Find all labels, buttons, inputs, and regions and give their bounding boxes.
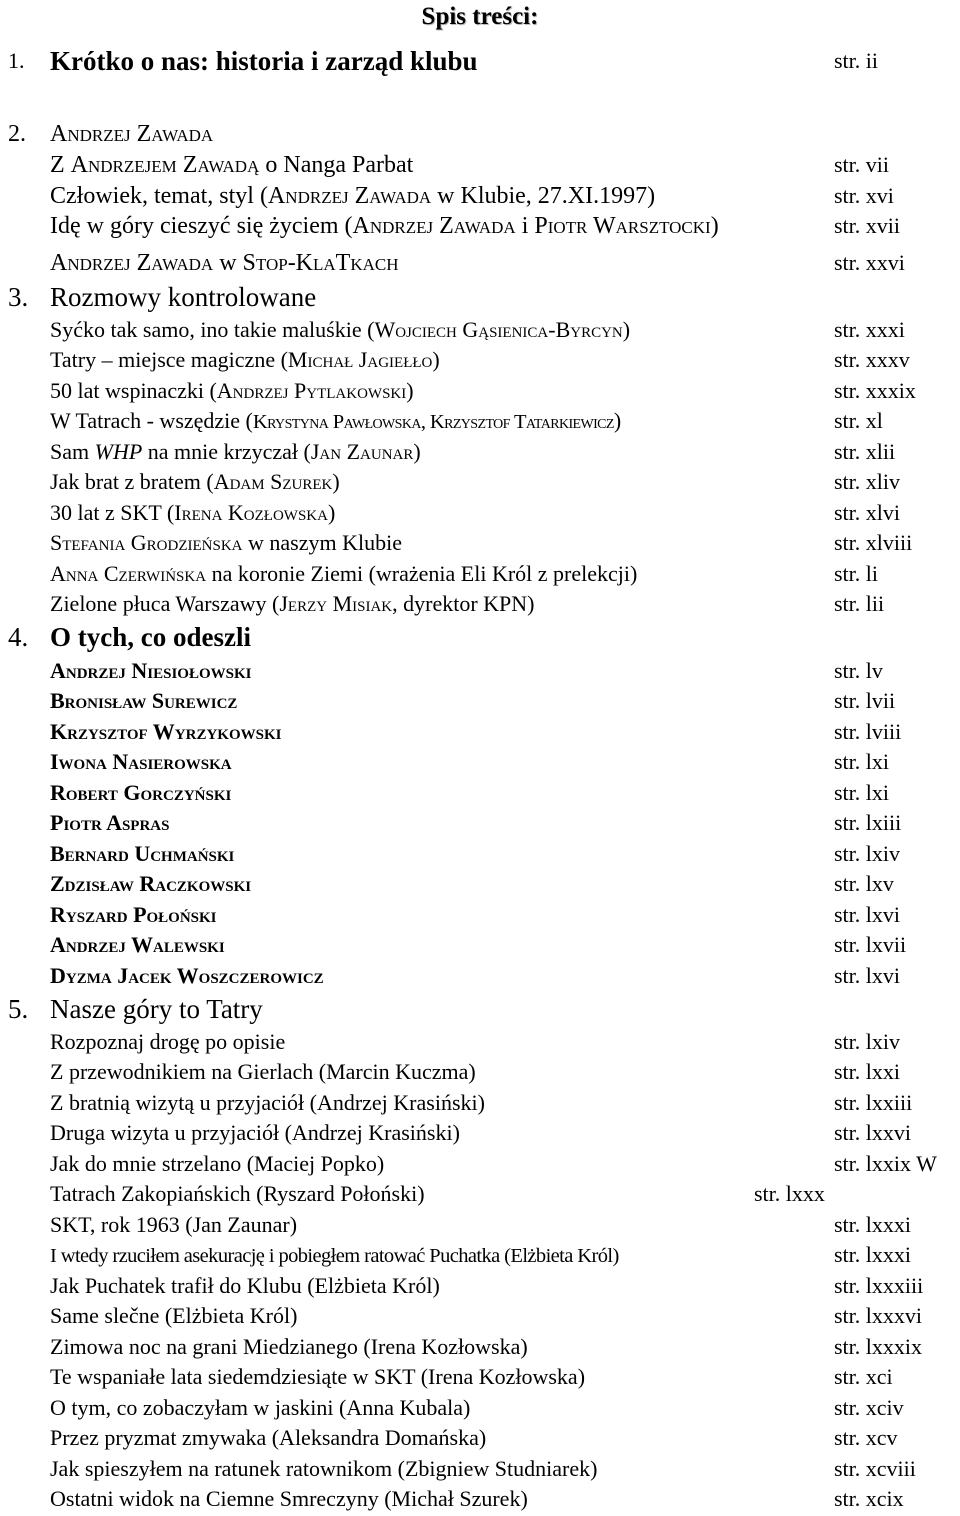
toc-entry-title-part: Bernard Uchmański	[50, 841, 235, 866]
toc-entry	[0, 900, 960, 930]
toc-entry-page: str. xl	[834, 408, 883, 433]
toc-entry-title	[50, 1027, 285, 1057]
toc-entry-title-part: )	[710, 213, 719, 239]
toc-entry	[0, 589, 960, 619]
toc-entry-title-part: Robert Gorczyński	[50, 780, 232, 805]
toc-entry	[0, 1240, 960, 1270]
toc-entry-title	[50, 1118, 460, 1148]
toc-entry-title	[50, 686, 237, 716]
toc-entry-title	[50, 345, 440, 375]
toc-entry-title	[50, 1484, 528, 1514]
toc-entry	[0, 961, 960, 991]
toc-entry	[0, 1423, 960, 1453]
toc-entry-title-part: O tym, co zobaczyłam w jaskini (Anna Kubala)	[50, 1395, 471, 1420]
toc-entry-title-part: Irena Kozłowska	[174, 500, 328, 525]
toc-entry-page: str. xcviii	[834, 1456, 916, 1481]
toc-entry-page: str. lv	[834, 658, 883, 683]
toc-entry	[0, 686, 960, 716]
toc-entry-number: 2.	[8, 121, 26, 147]
toc-entry-page: str. lxxvi	[834, 1120, 912, 1145]
toc-entry-title-part: Wojciech Gąsienica-Byrcyn	[374, 317, 623, 342]
toc-entry-title-part: O tych, co odeszli	[50, 622, 251, 652]
toc-entry-title-part: Sam	[50, 439, 95, 464]
toc-entry-title-part: Iwona Nasierowska	[50, 749, 232, 774]
toc-entry-page: str. lxvi	[834, 963, 901, 988]
toc-entry	[0, 622, 960, 652]
toc-entry-title	[50, 1149, 384, 1179]
toc-entry-title-part: Tatrach Zakopiańskich (Ryszard Połoński)	[50, 1181, 425, 1206]
toc-entry-title-part: Rozmowy kontrolowane	[50, 282, 317, 312]
toc-entry-title	[50, 1057, 476, 1087]
toc-entry	[0, 717, 960, 747]
toc-entry-title-part: Zimowa noc na grani Miedzianego (Irena Kozłowska)	[50, 1334, 528, 1359]
toc-entry-page: str. lxxx	[754, 1181, 825, 1206]
toc-entry	[0, 376, 960, 406]
toc-entry-title	[50, 376, 414, 406]
toc-entry-title-part: i	[515, 213, 535, 239]
toc-entry-page: str. lxi	[834, 780, 890, 805]
toc-entry-title	[50, 747, 232, 777]
toc-entry-page: str. lvii	[834, 688, 896, 713]
toc-entry-title-part: Zielone płuca Warszawy (	[50, 591, 280, 616]
toc-entry-page: str. lxiv	[834, 1029, 901, 1054]
toc-entry-title	[50, 1088, 485, 1118]
toc-entry-page: str. xcix	[834, 1486, 904, 1511]
toc-entry-title-part: Ostatni widok na Ciemne Smreczyny (Michał Szurek)	[50, 1486, 528, 1511]
toc-entry-page: str. xlviii	[834, 530, 913, 555]
toc-entry-title	[50, 869, 251, 899]
toc-entry-page: str. xxxv	[834, 347, 910, 372]
toc-entry-title-part: 30 lat z SKT (	[50, 500, 175, 525]
toc-entry-title-part: Jak Puchatek trafił do Klubu (Elżbieta Król)	[50, 1273, 440, 1298]
toc-entry-title-part: Andrzejem Zawadą	[70, 152, 260, 178]
toc-entry-title	[50, 248, 399, 278]
toc-entry	[0, 1027, 960, 1057]
toc-entry-title-part: Druga wizyta u przyjaciół (Andrzej Krasiński)	[50, 1120, 460, 1145]
toc-entry	[0, 808, 960, 838]
toc-entry-title	[50, 778, 231, 808]
toc-entry	[0, 1210, 960, 1240]
toc-entry-title	[50, 150, 413, 180]
toc-entry	[0, 1149, 960, 1179]
toc-entry-page: str. lxxxiii	[834, 1273, 924, 1298]
toc-entry-title	[50, 1423, 486, 1453]
toc-entry-title-part: WHP	[94, 439, 143, 464]
toc-entry-page: str. lxvi	[834, 902, 901, 927]
toc-entry-title-part: Andrzej Pytlakowski	[216, 378, 407, 403]
toc-entry-title-part: )	[327, 500, 336, 525]
toc-entry-title-part: Anna Czerwińska	[50, 561, 207, 586]
toc-entry-title	[50, 1240, 619, 1271]
toc-entry-title	[50, 181, 655, 211]
toc-entry-title-part: Andrzej Zawada	[50, 121, 214, 147]
toc-entry-title-part: )	[413, 439, 421, 464]
toc-entry-page: str. lii	[834, 591, 885, 616]
toc-entry-page: str. lxxxvi	[834, 1303, 923, 1328]
toc-entry	[0, 1393, 960, 1423]
toc-entry	[0, 778, 960, 808]
toc-entry	[0, 406, 960, 436]
toc-entry-page: str. ii	[834, 48, 879, 73]
toc-entry-title	[50, 437, 421, 467]
toc-entry-title-part: Idę w góry cieszyć się życiem (	[50, 213, 353, 239]
toc-entry-title-part: na mnie krzyczał (	[142, 439, 311, 464]
toc-entry	[0, 1271, 960, 1301]
toc-entry-title-part: Andrzej Niesiołowski	[50, 658, 252, 683]
page-title: Spis treści:	[421, 3, 539, 30]
toc-entry-title-part: Same slečne (Elżbieta Król)	[50, 1303, 298, 1328]
toc-entry-title-part: Człowiek, temat, styl (	[50, 183, 268, 209]
toc-entry	[0, 150, 960, 180]
toc-entry-page: str. xci	[834, 1364, 893, 1389]
toc-entry-title-part: )	[622, 317, 631, 342]
toc-entry-title-part: Z	[50, 152, 71, 178]
toc-entry-title-part: Stop-KlaTkach	[242, 250, 399, 276]
toc-entry	[0, 467, 960, 497]
toc-entry-title-part: Jan Zaunar	[310, 439, 414, 464]
toc-entry-title-part: W Tatrach - wszędzie (	[50, 408, 253, 433]
toc-entry-title-part: Z bratnią wizytą u przyjaciół (Andrzej Krasiński)	[50, 1090, 485, 1115]
toc-entry-title-part: Jerzy Misiak	[279, 591, 393, 616]
toc-entry-title-part: Krzysztof Wyrzykowski	[50, 719, 282, 744]
toc-entry-page: str. lviii	[834, 719, 902, 744]
toc-entry-title	[50, 1332, 528, 1362]
toc-entry-title-part: 50 lat wspinaczki (	[50, 378, 217, 403]
toc-entry-title-part: Jak spieszyłem na ratunek ratownikom (Zbigniew Studniarek)	[50, 1456, 598, 1481]
toc-entry-title	[50, 622, 251, 652]
toc-entry-title-part: w Klubie, 27.XI.1997)	[431, 183, 656, 209]
toc-entry-title	[50, 900, 217, 930]
toc-entry	[0, 747, 960, 777]
toc-entry-page: str. xxxi	[834, 317, 905, 342]
toc-entry-title-part: Syćko tak samo, ino takie maluśkie (	[50, 317, 375, 342]
toc-entry-number: 5.	[8, 994, 29, 1024]
toc-entry	[0, 656, 960, 686]
toc-entry-page: str. lxxi	[834, 1059, 901, 1084]
toc-entry-title-part: Andrzej Zawada	[352, 213, 516, 239]
toc-entry-title-part: )	[332, 469, 340, 494]
toc-entry-title-part: Adam Szurek	[213, 469, 333, 494]
toc-entry-title	[50, 1179, 425, 1209]
toc-entry-title-part: Jak do mnie strzelano (Maciej Popko)	[50, 1151, 385, 1176]
toc-entry-page: str. xcv	[834, 1425, 898, 1450]
toc-entry-title-part: Przez pryzmat zmywaka (Aleksandra Domańska)	[50, 1425, 487, 1450]
toc-entry-number: 1.	[8, 48, 25, 73]
toc-entry-page: str. lxxiii	[834, 1090, 913, 1115]
toc-entry-title-part: na koronie Ziemi (wrażenia Eli Król z prelekcji)	[206, 561, 638, 586]
toc-entry-page: str. xlvi	[834, 500, 901, 525]
toc-entry	[0, 1484, 960, 1514]
toc-entry-title-part: w	[213, 250, 243, 276]
toc-entry-title-part: Krótko o nas: historia i zarząd klubu	[50, 46, 478, 76]
toc-entry	[0, 211, 960, 241]
toc-entry-title-part: )	[432, 347, 440, 372]
toc-entry-title-part: SKT, rok 1963 (Jan Zaunar)	[50, 1212, 298, 1237]
toc-entry	[0, 248, 960, 278]
toc-entry-title-part: o Nanga Parbat	[259, 152, 414, 178]
toc-entry-title-part: Ryszard Połoński	[50, 902, 217, 927]
toc-entry-page: str. lxiv	[834, 841, 901, 866]
toc-entry-page: str. vii	[834, 152, 890, 177]
toc-entry-title-part: Dyzma Jacek Woszczerowicz	[50, 963, 324, 988]
toc-entry-title	[50, 717, 281, 747]
toc-entry-title-part: Tatry – miejsce magiczne (	[50, 347, 288, 372]
toc-entry-page: str. lxxix W	[834, 1151, 937, 1176]
toc-entry-title	[50, 1362, 585, 1392]
toc-entry	[0, 839, 960, 869]
toc-entry	[0, 181, 960, 211]
toc-entry	[0, 1301, 960, 1331]
toc-entry-title	[50, 808, 169, 838]
toc-entry-title	[50, 589, 535, 619]
toc-entry-number: 4.	[8, 622, 29, 652]
toc-entry-title	[50, 498, 335, 528]
toc-entry-title	[50, 559, 637, 589]
toc-entry	[0, 869, 960, 899]
toc-entry	[0, 1118, 960, 1148]
toc-entry-page: str. lxi	[834, 749, 890, 774]
toc-entry	[0, 528, 960, 558]
toc-entry-page: str. lxv	[834, 871, 894, 896]
toc-entry-title	[50, 1210, 297, 1240]
toc-entry-title-part: Krystyna Pawłowska, Krzysztof Tatarkiewicz	[252, 411, 614, 433]
toc-entry-page: str. xxxix	[834, 378, 916, 403]
toc-entry-title-part: I wtedy rzuciłem asekurację i pobiegłem ratować Puchatka (Elżbieta Król)	[50, 1245, 619, 1267]
toc-entry	[0, 315, 960, 345]
toc-entry	[0, 119, 960, 149]
toc-entry	[0, 1088, 960, 1118]
toc-entry-title	[50, 282, 316, 312]
toc-entry-title-part: w naszym Klubie	[242, 530, 402, 555]
toc-entry-title	[50, 930, 225, 960]
toc-entry-title-part: )	[406, 378, 414, 403]
toc-entry-title	[50, 961, 324, 991]
toc-entry-title	[50, 211, 719, 241]
toc-entry-page: str. li	[834, 561, 879, 586]
toc-entry-title	[50, 1301, 297, 1331]
toc-entry-title-part: Z przewodnikiem na Gierlach (Marcin Kuczma)	[50, 1059, 476, 1084]
toc-entry	[0, 498, 960, 528]
toc-entry-title-part: Stefania Grodzieńska	[50, 530, 243, 555]
toc-entry-title-part: Michał Jagiełło	[287, 347, 433, 372]
toc-entry-page: str. xxvi	[834, 250, 905, 275]
toc-entry-title-part: Jak brat z bratem (	[50, 469, 214, 494]
toc-entry	[0, 1332, 960, 1362]
toc-entry-page: str. lxxxi	[834, 1242, 912, 1267]
toc-entry	[0, 994, 960, 1024]
toc-entry	[0, 930, 960, 960]
toc-entry	[0, 1362, 960, 1392]
toc-entry-title	[50, 1271, 440, 1301]
toc-entry	[0, 345, 960, 375]
toc-entry-title	[50, 119, 213, 149]
toc-entry-title-part: Piotr Warsztocki	[534, 213, 711, 239]
toc-entry-title-part: Zdzisław Raczkowski	[50, 871, 252, 896]
toc-entry-title-part: Piotr Aspras	[50, 810, 170, 835]
toc-entry-page: str. xvi	[834, 183, 894, 208]
toc-entry-page: str. xliv	[834, 469, 901, 494]
toc-entry-page: str. lxiii	[834, 810, 902, 835]
toc-entry-title-part: Te wspaniałe lata siedemdziesiąte w SKT (Irena Kozłowska)	[50, 1364, 586, 1389]
toc-entry-title	[50, 656, 252, 686]
toc-entry-page: str. lxxxi	[834, 1212, 912, 1237]
toc-entry	[0, 1179, 960, 1209]
toc-entry-title	[50, 839, 234, 869]
toc-entry-title-part: Bronisław Surewicz	[50, 688, 238, 713]
toc-entry-title-part: )	[613, 408, 622, 433]
toc-entry-title	[50, 406, 621, 437]
toc-entry-title-part: , dyrektor KPN)	[392, 591, 535, 616]
toc-entry-page: str. xlii	[834, 439, 896, 464]
toc-entry	[0, 1057, 960, 1087]
toc-entry	[0, 46, 960, 76]
toc-entry-title-part: Andrzej Zawada	[267, 183, 432, 209]
toc-entry	[0, 282, 960, 312]
toc-entry-number: 3.	[8, 282, 29, 312]
toc-entry-title	[50, 994, 263, 1024]
toc-entry-page: str. xvii	[834, 213, 901, 238]
toc-entry-title	[50, 46, 478, 78]
toc-entry	[0, 1454, 960, 1484]
toc-entry-title	[50, 1393, 470, 1423]
toc-entry-title-part: Andrzej Walewski	[50, 932, 225, 957]
toc-entry-page: str. lxvii	[834, 932, 907, 957]
toc-entry-page: str. xciv	[834, 1395, 904, 1420]
toc-entry	[0, 559, 960, 589]
toc-entry-page: str. lxxxix	[834, 1334, 923, 1359]
toc-entry-title	[50, 1454, 597, 1484]
toc-entry-title	[50, 467, 340, 497]
toc-entry	[0, 437, 960, 467]
toc-entry-title	[50, 528, 402, 558]
toc-entry-title-part: Nasze góry to Tatry	[50, 994, 263, 1024]
toc-entry-title	[50, 315, 630, 345]
toc-entry-title-part: Rozpoznaj drogę po opisie	[50, 1029, 286, 1054]
toc-entry-title-part: Andrzej Zawada	[50, 250, 214, 276]
